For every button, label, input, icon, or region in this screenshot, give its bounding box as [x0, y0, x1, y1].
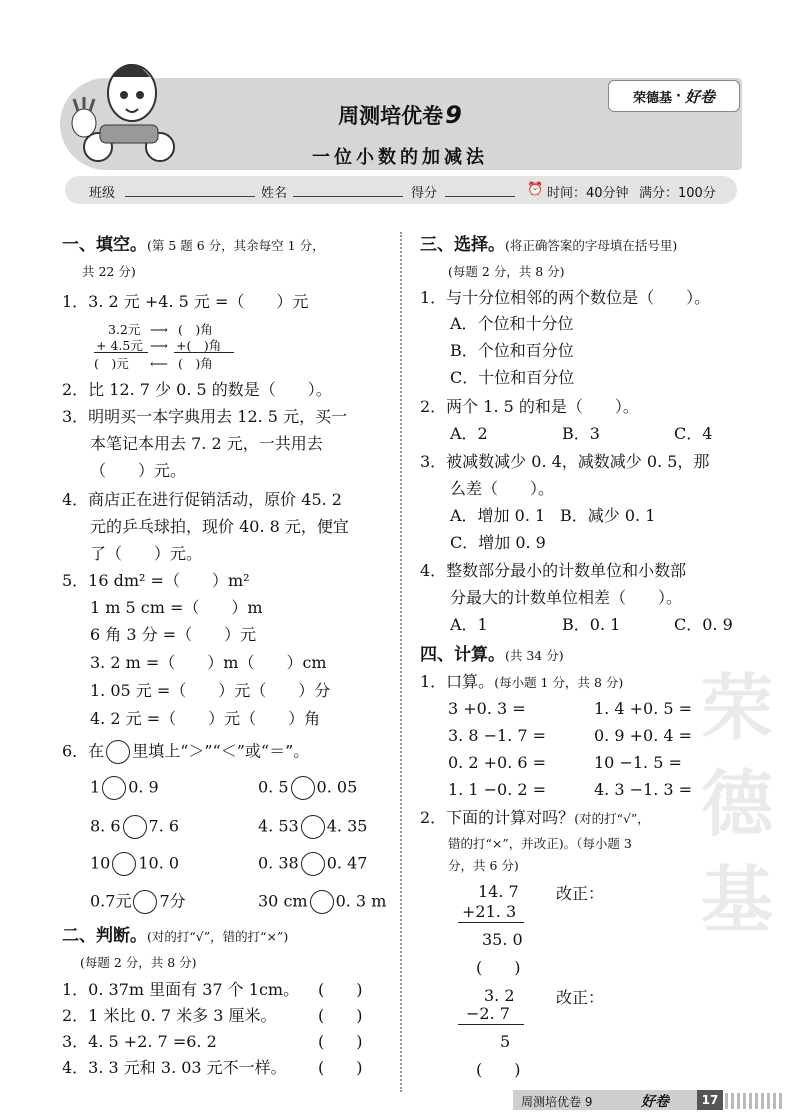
section3-note: (将正确答案的字母填在括号里): [505, 238, 678, 253]
name-label: 姓名: [261, 186, 288, 201]
s4-q2: 2．下面的计算对吗？(对的打“√”，: [420, 808, 650, 827]
vcalc2-sub: −2. 7: [466, 1004, 510, 1023]
s3-q3-optA[interactable]: A．增加 0. 1: [450, 506, 546, 525]
s3-q4-line2: 分最大的计数单位相差（ ）。: [450, 588, 683, 607]
arrow: ⟶: [150, 338, 168, 353]
compare-circle[interactable]: [301, 852, 325, 876]
section1-note: (第 5 题 6 分，其余每空 1 分，: [147, 238, 325, 253]
section4-note: (共 34 分): [505, 648, 564, 663]
section1: [62, 235, 325, 256]
compare-circle[interactable]: [123, 815, 147, 839]
vcalc1-add: +21. 3: [462, 902, 517, 921]
s1-q2: 2．比 12. 7 少 0. 5 的数是（ ）。: [62, 380, 332, 399]
s3-q4-optB[interactable]: B．0. 1: [562, 615, 621, 634]
s1-q5f: 4. 2 元 =（ ）元（ ）角: [90, 709, 321, 728]
s3-q3-optB[interactable]: B．减少 0. 1: [560, 506, 656, 525]
section1-note2: 共 22 分): [82, 264, 136, 279]
s1-q3-line3: （ ）元。: [90, 461, 187, 480]
compare-3: 8. 6 7. 6: [90, 815, 179, 839]
student-info-bar: [65, 176, 737, 204]
s3-q4-optC[interactable]: C．0. 9: [674, 615, 733, 634]
footer-decoration: [725, 1093, 785, 1109]
oral-calc: 4. 3 −1. 3 =: [594, 780, 693, 799]
score-label: 得分: [411, 186, 438, 201]
answer-paren[interactable]: ( ): [318, 1032, 363, 1051]
s1-q4-line1: 4．商店正在进行促销活动，原价 45. 2: [62, 490, 342, 509]
s2-q3: 3．4. 5 +2. 7 =6. 2: [62, 1032, 217, 1051]
oral-calc: 1. 4 +0. 5 =: [594, 699, 693, 718]
correction-label: 改正：: [556, 884, 605, 903]
brand-logo: 荣德基 · 好卷: [608, 80, 740, 112]
vcalc2-result: 5: [500, 1032, 511, 1051]
compare-circle[interactable]: [301, 815, 325, 839]
s1-q6: 6．在 里填上“＞”“＜”或“＝”。: [62, 740, 309, 764]
s1-q3-line2: 本笔记本用去 7. 2 元，一共用去: [90, 434, 323, 453]
s1-q1: 1．3. 2 元 +4. 5 元 =（ ）元: [62, 292, 309, 311]
s3-q1-optC[interactable]: C．十位和百分位: [450, 368, 575, 387]
oral-calc: 3 +0. 3 =: [448, 699, 526, 718]
compare-circle[interactable]: [102, 776, 126, 800]
oral-calc: 0. 9 +0. 4 =: [594, 726, 693, 745]
compare-6: 0. 38 0. 47: [258, 852, 367, 876]
blank-jiao-sum: ( )角: [178, 356, 213, 371]
answer-paren[interactable]: ( ): [476, 958, 521, 977]
s2-q1: 1．0. 37m 里面有 37 个 1cm。: [62, 980, 300, 999]
compare-circle[interactable]: [310, 890, 334, 914]
s1-q5e: 1. 05 元 =（ ）元（ ）分: [90, 681, 331, 700]
s3-q2: 2．两个 1. 5 的和是（ ）。: [420, 397, 639, 416]
s3-q1-optA[interactable]: A．个位和十分位: [450, 314, 574, 333]
section4-title: 四、计算。: [420, 645, 505, 665]
arrow: ⟶: [150, 322, 168, 337]
oral-calc: 3. 8 −1. 7 =: [448, 726, 547, 745]
s1-q5a: 5．16 dm² =（ ）m²: [62, 571, 250, 590]
answer-paren[interactable]: ( ): [318, 1058, 363, 1077]
score-field[interactable]: [445, 196, 515, 197]
compare-circle[interactable]: [133, 890, 157, 914]
oral-calc: 10 −1. 5 =: [594, 753, 682, 772]
s3-q3-line2: 么差（ ）。: [450, 479, 555, 498]
s1-q5d: 3. 2 m =（ ）m（ ）cm: [90, 653, 327, 672]
compare-circle[interactable]: [112, 852, 136, 876]
answer-paren[interactable]: ( ): [318, 980, 363, 999]
blank-yuan-sum: ( )元: [94, 356, 129, 371]
s3-q1: 1．与十分位相邻的两个数位是（ ）。: [420, 288, 711, 307]
compare-5: 10 10. 0: [90, 852, 179, 876]
compare-circle-icon: [106, 740, 130, 764]
full-score-info: 满分：100分: [639, 186, 716, 201]
s4-q1: 1．口算。(每小题 1 分，共 8 分): [420, 672, 624, 691]
vcalc1-result: 35. 0: [482, 930, 523, 949]
section1-title: 一、填空。: [62, 235, 147, 255]
page-number: 17: [697, 1090, 723, 1110]
s3-q2-optC[interactable]: C．4: [674, 424, 713, 443]
arrow: ⟵: [150, 356, 168, 371]
s3-q3-optC[interactable]: C．增加 0. 9: [450, 533, 546, 552]
section2-title: 二、判断。: [62, 926, 147, 946]
s2-q4: 4．3. 3 元和 3. 03 元不一样。: [62, 1058, 287, 1077]
footer-brand: 好卷: [641, 1094, 669, 1110]
compare-circle[interactable]: [291, 776, 315, 800]
compare-8: 30 cm 0. 3 m: [258, 890, 386, 914]
clock-icon: ⏰: [527, 182, 544, 197]
brand-watermark: 荣德基: [700, 666, 773, 942]
name-field[interactable]: [293, 196, 403, 197]
answer-paren[interactable]: ( ): [318, 1006, 363, 1025]
section3-note2: (每题 2 分，共 8 分): [448, 264, 565, 279]
oral-calc: 0. 2 +0. 6 =: [448, 753, 547, 772]
s1-q5c: 6 角 3 分 =（ ）元: [90, 625, 257, 644]
compare-1: 1 0. 9: [90, 776, 159, 800]
time-info: 时间：40分钟: [547, 186, 629, 201]
s3-q2-optB[interactable]: B．3: [562, 424, 600, 443]
section4: [420, 645, 564, 666]
footer-bar: [513, 1090, 723, 1110]
s3-q2-optA[interactable]: A．2: [450, 424, 488, 443]
s1-q3-line1: 3．明明买一本字典用去 12. 5 元，买一: [62, 407, 348, 426]
section2-note: (对的打“√”，错的打“×”): [147, 929, 289, 944]
s1-q4-line3: 了（ ）元。: [90, 544, 203, 563]
compare-7: 0.7元 7分: [90, 890, 186, 914]
vertical-4.5: + 4.5元: [96, 338, 143, 353]
blank-jiao2: +( )角: [176, 338, 222, 353]
class-field[interactable]: [125, 196, 255, 197]
s4-q2-note3: 分，共 6 分): [448, 858, 519, 873]
answer-paren[interactable]: ( ): [476, 1060, 521, 1079]
vcalc1-top: 14. 7: [478, 882, 519, 901]
s3-q4-line1: 4．整数部分最小的计数单位和小数部: [420, 561, 687, 580]
s3-q4-optA[interactable]: A．1: [450, 615, 488, 634]
s3-q1-optB[interactable]: B．个位和百分位: [450, 341, 574, 360]
s1-q4-line2: 元的乒乓球拍，现价 40. 8 元，便宜: [90, 517, 349, 536]
section2: [62, 926, 288, 947]
page-subtitle: 一位小数的加减法: [312, 147, 488, 168]
s2-q2: 2．1 米比 0. 7 米多 3 厘米。: [62, 1006, 277, 1025]
section3: [420, 235, 677, 256]
compare-2: 0. 5 0. 05: [258, 776, 357, 800]
section3-title: 三、选择。: [420, 235, 505, 255]
blank-jiao1: ( )角: [178, 322, 213, 337]
oral-calc: 1. 1 −0. 2 =: [448, 780, 547, 799]
class-label: 班级: [89, 186, 116, 201]
page-title: 周测培优卷9: [338, 101, 462, 129]
vertical-3.2: 3.2元: [108, 322, 141, 337]
footer-label: 周测培优卷 9: [521, 1095, 593, 1109]
vcalc2-top: 3. 2: [484, 986, 515, 1005]
column-divider: [400, 232, 402, 1092]
compare-4: 4. 53 4. 35: [258, 815, 367, 839]
s3-q3-line1: 3．被减数减少 0. 4，减数减少 0. 5，那: [420, 452, 710, 471]
section2-note2: (每题 2 分，共 8 分): [80, 955, 197, 970]
s1-q5b: 1 m 5 cm =（ ）m: [90, 598, 263, 617]
correction-label: 改正：: [556, 988, 605, 1007]
s4-q2-note2: 错的打“×”，并改正)。（每小题 3: [448, 836, 632, 851]
